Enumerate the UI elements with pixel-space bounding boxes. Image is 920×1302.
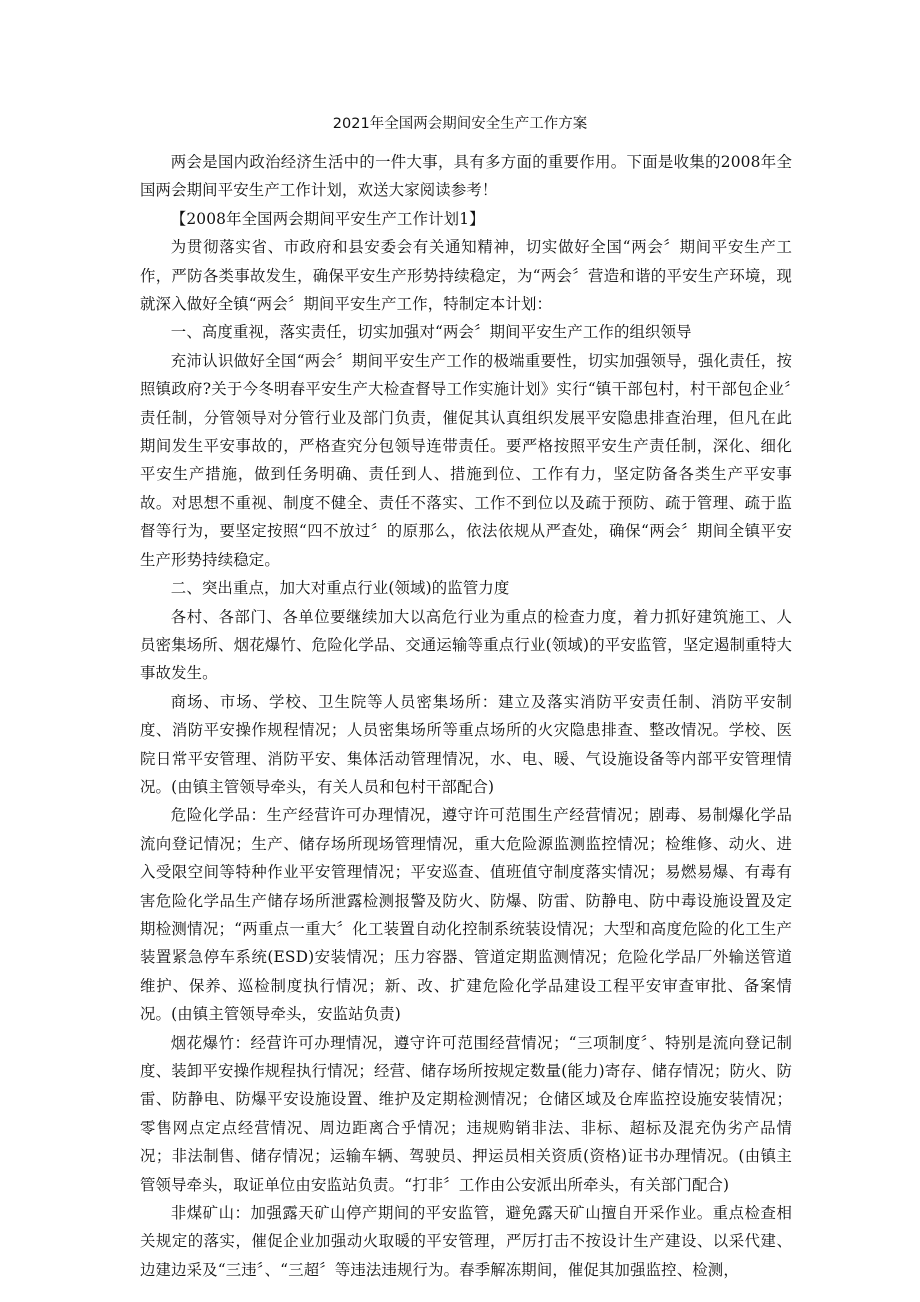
paragraph-hazardous-chemicals: 危险化学品：生产经营许可办理情况，遵守许可范围生产经营情况；剧毒、易制爆化学品流向登记情况；生产、储存场所现场管理情况，重大危险源监测监控情况；检维修、动火、进入受限空间等特种作业平安管理情况；平安巡查、值班值守制度落实情况；易燃易爆、有毒有害危险化学品生产储存场所泄露检测报警及防火、防爆、防雷、防静电、防中毒设施设置及定期检测情况；“两重点一重大〞化工装置自动化控制系统装设情况；大型和高度危险的化工生产装置紧急停车系统(ESD)安装情况；压力容器、管道定期监测情况；危险化学品厂外输送管道维护、保养、巡检制度执行情况；新、改、扩建危险化学品建设工程平安审查审批、备案情况。(由镇主管领导牵头，安监站负责) (140, 806, 792, 1024)
paragraph-purpose: 为贯彻落实省、市政府和县安委会有关通知精神，切实做好全国“两会〞期间平安生产工作，严防各类事故发生，确保平安生产形势持续稳定，为“两会〞营造和谐的平安生产环境，现就深入做好全镇“两会〞期间平安生产工作，特制定本计划： (140, 238, 792, 314)
section-heading-2: 二、突出重点，加大对重点行业(领域)的监管力度 (170, 579, 510, 598)
document-body (140, 148, 792, 1284)
paragraph-crowded-places: 商场、市场、学校、卫生院等人员密集场所：建立及落实消防平安责任制、消防平安制度、消防平安操作规程情况；人员密集场所等重点场所的火灾隐患排查、整改情况。学校、医院日常平安管理、消防平安、集体活动管理情况，水、电、暖、气设施设备等内部平安管理情况。(由镇主管领导牵头，有关人员和包村干部配合) (140, 692, 792, 796)
paragraph-plan-heading: 【2008年全国两会期间平安生产工作计划1】 (170, 209, 485, 228)
paragraph-fireworks: 烟花爆竹：经营许可办理情况，遵守许可范围经营情况；“三项制度〞、特别是流向登记制度、装卸平安操作规程执行情况；经营、储存场所按规定数量(能力)寄存、储存情况；防火、防雷、防静电、防爆平安设施设置、维护及定期检测情况；仓储区域及仓库监控设施安装情况；零售网点定点经营情况、周边距离合乎情况；违规购销非法、非标、超标及混充伪劣产品情况；非法制售、储存情况；运输车辆、驾驶员、押运员相关资质(资格)证书办理情况。(由镇主管领导牵头，取证单位由安监站负责。“打非〞工作由公安派出所牵头，有关部门配合) (140, 1033, 792, 1194)
section-heading-1: 一、高度重视，落实责任，切实加强对“两会〞期间平安生产工作的组织领导 (170, 323, 692, 342)
paragraph-intro: 两会是国内政治经济生活中的一件大事，具有多方面的重要作用。下面是收集的2008年全国两会期间平安生产工作计划，欢送大家阅读参考！ (140, 153, 792, 200)
paragraph-responsibility: 充沛认识做好全国“两会〞期间平安生产工作的极端重要性，切实加强领导，强化责任，按照镇政府?关于今冬明春平安生产大检查督导工作实施计划》实行“镇干部包村，村干部包企业〞责任制，分管领导对分管行业及部门负责，催促其认真组织发展平安隐患排查治理，但凡在此期间发生平安事故的，严格查究分包领导连带责任。要严格按照平安生产责任制，深化、细化平安生产措施，做到任务明确、责任到人、措施到位、工作有力，坚定防备各类生产平安事故。对思想不重视、制度不健全、责任不落实、工作不到位以及疏于预防、疏于管理、疏于监督等行为，要坚定按照“四不放过〞的原那么，依法依规从严查处，确保“两会〞期间全镇平安生产形势持续稳定。 (140, 351, 792, 569)
paragraph-non-coal-mines: 非煤矿山：加强露天矿山停产期间的平安监管，避免露天矿山擅自开采作业。重点检查相关规定的落实，催促企业加强动火取暖的平安管理，严厉打击不按设计生产建设、以采代建、边建边采及“三违〞、“三超〞等违法违规行为。春季解冻期间，催促其加强监控、检测， (140, 1204, 792, 1279)
paragraph-key-industries: 各村、各部门、各单位要继续加大以高危行业为重点的检查力度，着力抓好建筑施工、人员密集场所、烟花爆竹、危险化学品、交通运输等重点行业(领域)的平安监管，坚定遏制重特大事故发生。 (140, 607, 792, 683)
document-title: 2021年全国两会期间安全生产工作方案 (332, 116, 588, 132)
